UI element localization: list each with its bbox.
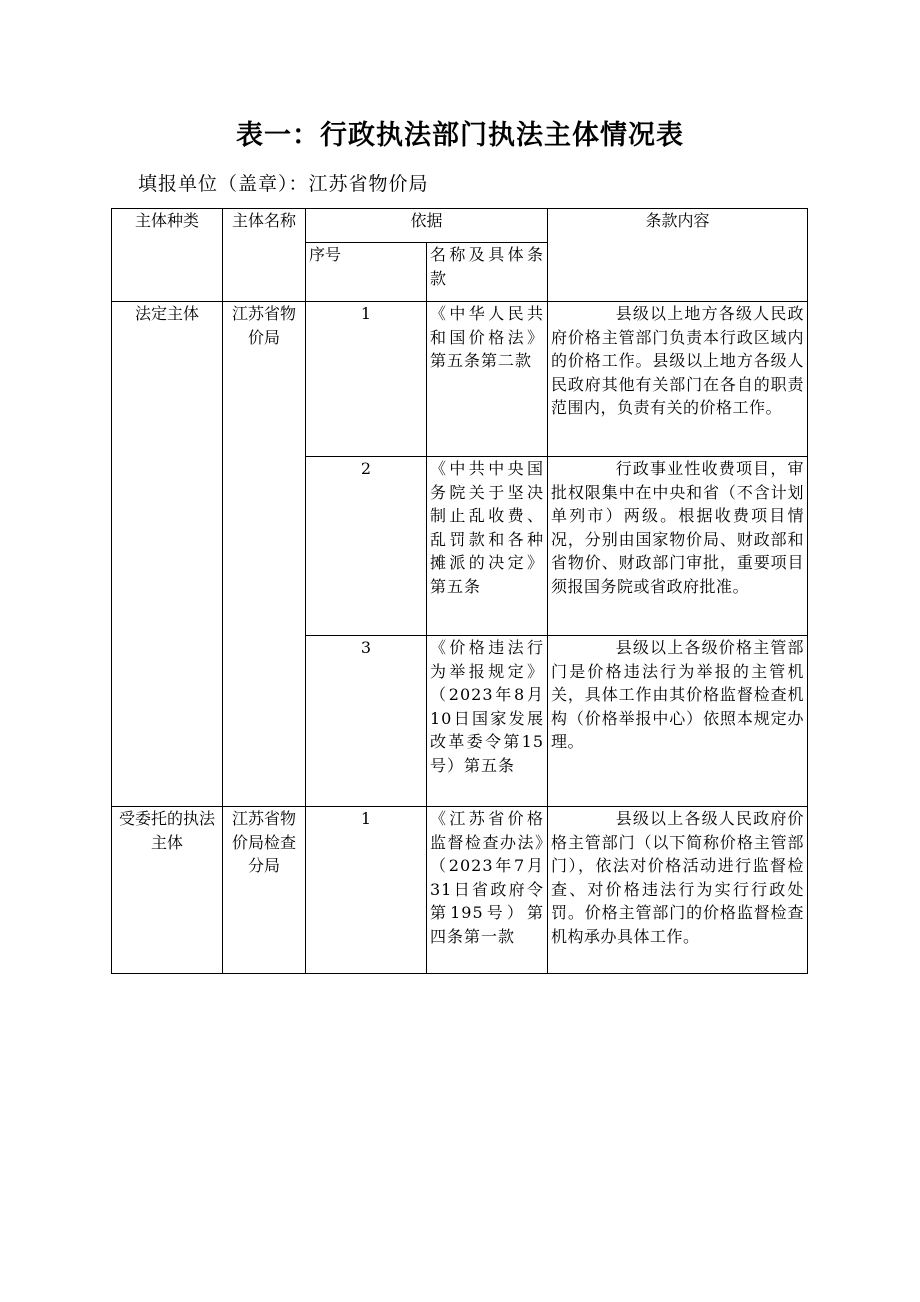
seq-cell: 2 <box>306 457 427 636</box>
content-text: 县级以上地方各级人民政府价格主管部门负责本行政区域内的价格工作。县级以上地方各级人民政府其他有关部门在各自的职责范围内，负责有关的价格工作。 <box>551 304 805 417</box>
enforcement-subject-table <box>111 208 808 974</box>
content-text: 县级以上各级价格主管部门是价格违法行为举报的主管机关，具体工作由其价格监督检查机构（价格举报中心）依照本规定办理。 <box>551 638 805 751</box>
seq-cell: 3 <box>306 636 427 807</box>
law-cell: 《中共中央国务院关于坚决制止乱收费、乱罚款和各种摊派的决定》第五条 <box>427 457 548 636</box>
law-cell: 《中华人民共和国价格法》第五条第二款 <box>427 302 548 457</box>
subject-name-cell: 江苏省物价局检查分局 <box>223 807 306 974</box>
table-row <box>112 302 808 457</box>
content-cell <box>548 807 808 974</box>
content-text: 行政事业性收费项目，审批权限集中在中央和省（不含计划单列市）两级。根据收费项目情况，分别由国家物价局、财政部和省物价、财政部门审批，重要项目须报国务院或省政府批准。 <box>551 459 805 596</box>
seq-cell: 1 <box>306 302 427 457</box>
header-law-name: 名称及具体条款 <box>427 243 548 302</box>
seq-cell: 1 <box>306 807 427 974</box>
subject-type-cell: 法定主体 <box>112 302 223 807</box>
page-title: 表一：行政执法部门执法主体情况表 <box>236 120 684 151</box>
filing-unit: 填报单位（盖章）：江苏省物价局 <box>138 173 429 195</box>
law-cell: 《价格违法行为举报规定》（2023年8月10日国家发展改革委令第15号）第五条 <box>427 636 548 807</box>
content-text: 县级以上各级人民政府价格主管部门（以下简称价格主管部门），依法对价格活动进行监督检查、对价格违法行为实行行政处罚。价格主管部门的价格监督检查机构承办具体工作。 <box>551 809 805 946</box>
header-row-1 <box>112 209 808 243</box>
content-cell <box>548 636 808 807</box>
header-subject-name: 主体名称 <box>223 209 306 302</box>
header-basis: 依据 <box>306 209 548 243</box>
content-cell <box>548 457 808 636</box>
table-row <box>112 807 808 974</box>
content-cell <box>548 302 808 457</box>
header-seq: 序号 <box>306 243 427 302</box>
subject-type-cell: 受委托的执法主体 <box>112 807 223 974</box>
header-subject-type: 主体种类 <box>112 209 223 302</box>
subject-name-cell: 江苏省物价局 <box>223 302 306 807</box>
header-content: 条款内容 <box>548 209 808 302</box>
law-cell: 《江苏省价格监督检查办法》（2023年7月31日省政府令第195号）第四条第一款 <box>427 807 548 974</box>
